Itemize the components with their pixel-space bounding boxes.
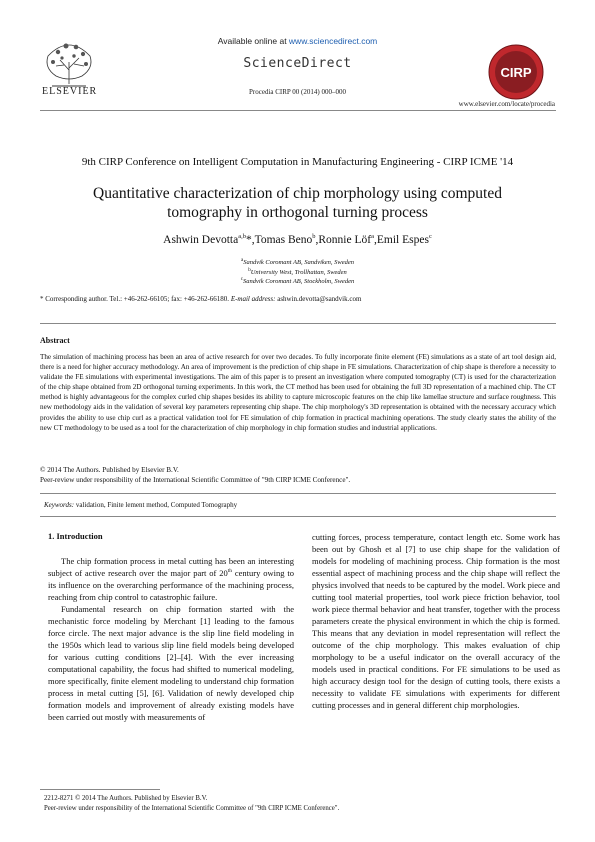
sciencedirect-link[interactable]: www.sciencedirect.com: [288, 36, 378, 46]
author-name: Ronnie Löf: [318, 234, 372, 246]
abstract-text: The simulation of machining process has been an area of active research for over two decades. To fully incorporate finite element (FE) simulations as a state of art tool design aid, there is a need for higher accuracy methodology. An area of improvement is the prediction of chip shape in FE simulations. Characterization of chip shape is therefore a necessity to validate the FE simulations with experimental investigations. The aim of this paper is to present an investigation where computed tomography (CT) is used for the characterization of the chip shape obtained from 2D orthogonal turning experiments. In this work, the CT method has been used for obtaining the full 3D representation of a machined chip. The CT method is highly advantageous for the complex curled chip shapes besides its ability to capture microscopic features on the chip like lamellae structure and surface roughness. This new methodology aids in the validation of several key parameters representing chip shape. The chip morphology's 3D representation is obtained with the necessary accuracy which provides the ability to use chip curl as a practical validation tool for FE simulation of chip formation in practical machining operations. The study clearly states the ability of the new CT methodology to be used as a tool for the characterization of chip morphology in chip formation studies and industrial applications.: [40, 353, 556, 432]
author-affil-sup: c: [428, 233, 432, 241]
keywords-label: Keywords:: [44, 501, 75, 509]
sciencedirect-wordmark: ScienceDirect: [243, 56, 352, 71]
author-list: Ashwin Devotta$^{a,b}$*,Tomas Beno$^b$,Ronnie Löf$^a$,Emil Espes$^c$: [163, 233, 432, 246]
affiliation: $^c$Sandvik Coromant AB, Stockholm, Sweden: [240, 276, 355, 285]
cirp-logo: [488, 44, 544, 100]
elsevier-tree-logo: [38, 36, 100, 92]
affiliation: $^a$Sandvik Coromant AB, Sandviken, Sweden: [240, 257, 355, 266]
elsevier-wordmark: ELSEVIER: [42, 86, 98, 97]
author-affil-sup: b: [312, 233, 316, 241]
abstract-heading: Abstract: [40, 336, 70, 345]
paper-title: Quantitative characterization of chip morphology using computed tomography in orthogonal turning process: [93, 185, 502, 221]
corresponding-author-note: * Corresponding author. Tel.: +46-262-66105; fax: +46-262-66180. E-mail address: ashwin.devotta@sandvik.com: [40, 295, 362, 303]
affiliation: $^b$University West, Trollhattan, Sweden: [248, 267, 347, 276]
cirp-logo-text: CIRP: [500, 65, 532, 80]
header-divider: [40, 110, 556, 111]
keywords-divider-top: [40, 493, 556, 494]
author-affil-sup: a,b: [238, 233, 246, 241]
column-left: [48, 555, 294, 723]
peer-review-line: Peer-review under responsibility of the International Scientific Committee of "9th CIRP ICME Conference".: [40, 476, 351, 484]
journal-url[interactable]: www.elsevier.com/locate/procedia: [458, 100, 555, 108]
affiliations: [0, 258, 595, 287]
paragraph: cutting forces, process temperature, contact length etc. Some work has been out by Ghosh et al [7] to use chip shape for the validation of models for modeling of machining process. Chip formation is the most essential aspect of machining process and the chip shape will reflect the physics involved that needs to be captured by the model. Work piece and cutting tool material properties, tool work piece friction behavior, tool work piece thermal behavior and heat transfer, together with the process parameters create the physical environment in which the chip is formed. This means that any deviation in model representation will reflect the outcome of the chip morphology. This makes evaluation of chip morphology to be a useful indicator on the overall accuracy of the models used in practical conditions. For FE simulations to be used as high accuracy design tool for the design of cutting tools, there exists a necessity to validate FE simulations with experiments for different cutting processes and in general different chip morphologies.: [312, 532, 560, 710]
author-name: Tomas Beno: [254, 234, 313, 246]
journal-citation: Procedia CIRP 00 (2014) 000–000: [249, 88, 346, 96]
keywords-text: validation, Finite lement method, Computed Tomography: [74, 501, 238, 509]
paragraph: Fundamental research on chip formation started with the mechanistic force modeling by Merchant [1] leading to the famous force circle. The next major advance is the slip line field modeling in the 1950s which lead to various slip line field models being developed for various cutting conditions [2]–[4]. With the ever increasing computational capability, the focus had shifted to numerical modeling, more specifically, finite element modeling to understand chip formation process in metal cutting [5], [6]. Validation of newly developed chip formation models and improvement of already existing models have been carried out mostly with measurements of: [48, 604, 294, 722]
paragraph: The chip formation process in metal cutting has been an interesting subject of active research over the major part of 20th century owing to its influence on the overarching performance of the machining process, reaching from chip control to catastrophic failure.: [48, 556, 294, 602]
email-address[interactable]: ashwin.devotta@sandvik.com: [275, 295, 362, 303]
corresponding-mark: *: [245, 234, 252, 246]
author-name: Emil Espes: [376, 234, 429, 246]
section-heading: 1. Introduction: [48, 531, 103, 541]
abstract-divider-top: [40, 323, 556, 324]
conference-name: 9th CIRP Conference on Intelligent Computation in Manufacturing Engineering - CIRP ICME '14: [81, 156, 514, 168]
footer-copyright: 2212-8271 © 2014 The Authors. Published by Elsevier B.V.: [44, 795, 208, 802]
availability-text: Available online at: [217, 36, 289, 46]
footer-peer-review: Peer-review under responsibility of the International Scientific Committee of "9th CIRP ICME Conference".: [44, 805, 340, 812]
footnote-divider: [40, 789, 160, 790]
keywords-divider-bottom: [40, 516, 556, 517]
author-name: Ashwin Devotta: [163, 234, 239, 246]
author-affil-sup: a: [371, 233, 374, 241]
column-right: [312, 531, 560, 711]
copyright-line: © 2014 The Authors. Published by Elsevier B.V.: [40, 466, 179, 474]
keywords-line: [44, 501, 237, 509]
